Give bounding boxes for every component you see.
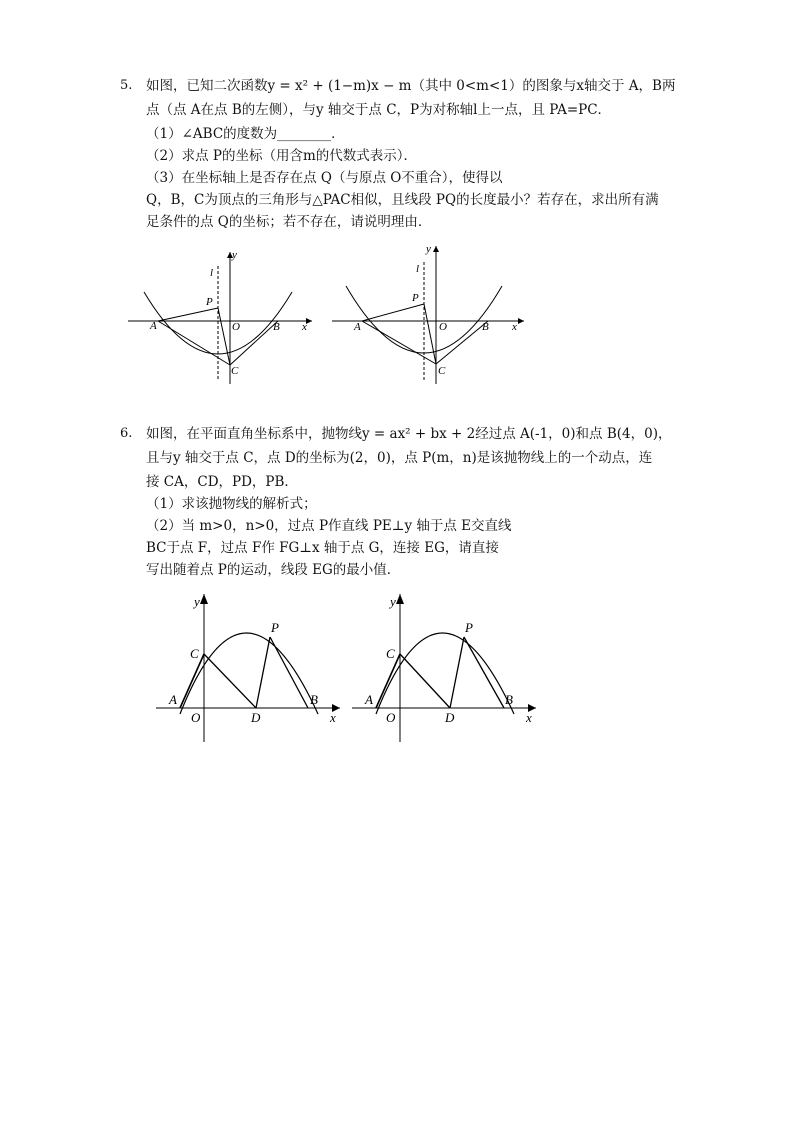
segment-PD: [256, 637, 270, 708]
segment-PA: [362, 304, 424, 321]
segment-CD: [400, 654, 450, 708]
label-l: l: [416, 263, 420, 275]
segment-CA: [376, 654, 400, 708]
label-O: O: [191, 710, 201, 725]
label-P: P: [206, 296, 213, 308]
label-B: B: [273, 321, 280, 333]
problem-5-line-1: 如图，已知二次函数y = x² + (1−m)x − m（其中 0<m<1）的图象与x轴交于 A，B两: [146, 78, 676, 94]
label-x: x: [302, 321, 307, 333]
segment-AC: [362, 321, 436, 364]
problem-5-figure-2: [330, 242, 530, 388]
label-P: P: [412, 292, 419, 304]
problem-5-line-5: （3）在坐标轴上是否存在点 Q（与原点 O不重合），使得以: [146, 170, 503, 186]
label-O: O: [386, 710, 396, 725]
problem-6-figure-1: [154, 592, 344, 744]
label-C: C: [231, 365, 239, 377]
y-axis-arrow-icon: [396, 594, 404, 604]
label-A: A: [354, 321, 361, 333]
label-B: B: [482, 321, 489, 333]
label-A: A: [169, 692, 177, 707]
label-A: A: [365, 692, 373, 707]
problem-6-line-6: BC于点 F，过点 F作 FG⊥x 轴于点 G，连接 EG，请直接: [146, 540, 499, 556]
x-axis-arrow-icon: [306, 318, 312, 324]
label-y: y: [426, 243, 431, 255]
problem-6-line-2: 且与y 轴交于点 C，点 D的坐标为(2，0)，点 P(m，n)是该抛物线上的一个动点，连: [146, 450, 653, 466]
label-C: C: [438, 365, 446, 377]
label-y: y: [232, 249, 237, 261]
label-y: y: [390, 594, 396, 609]
segment-PC: [218, 308, 230, 365]
label-A: A: [150, 320, 157, 332]
problem-5-figure-1: [126, 248, 316, 388]
segment-AC: [158, 321, 230, 365]
x-axis-arrow-icon: [518, 318, 524, 324]
label-C: C: [386, 646, 395, 661]
problem-5-line-3: （1）∠ABC的度数为________．: [146, 126, 345, 142]
problem-5-line-6: Q，B，C为顶点的三角形与△PAC相似，且线段 PQ的长度最小？若存在，求出所有满: [146, 192, 659, 208]
label-P: P: [271, 620, 279, 635]
segment-PB: [464, 637, 504, 708]
problem-6-number: 6.: [120, 426, 133, 441]
problem-5-number: 5.: [120, 78, 133, 93]
label-B: B: [310, 692, 318, 707]
parabola: [180, 633, 318, 714]
problem-6-line-4: （1）求该抛物线的解析式；: [146, 496, 317, 512]
label-P: P: [465, 620, 473, 635]
label-O: O: [232, 321, 240, 333]
problem-6-line-7: 写出随着点 P的运动，线段 EG的最小值．: [146, 562, 401, 578]
label-D: D: [445, 710, 455, 725]
segment-PB: [270, 637, 308, 708]
problem-6-line-1: 如图，在平面直角坐标系中，抛物线y = ax² + bx + 2经过点 A(-1，0)和点 B(4，0)，: [146, 426, 672, 442]
segment-CD: [204, 654, 256, 708]
segment-PD: [450, 637, 464, 708]
segment-PC: [424, 304, 436, 364]
label-x: x: [330, 710, 336, 725]
problem-5-line-2: 点（点 A在点 B的左侧），与y 轴交于点 C，P为对称轴l上一点，且 PA=PC．: [146, 102, 612, 118]
segment-CA: [180, 654, 204, 708]
label-B: B: [505, 692, 513, 707]
label-y: y: [194, 594, 200, 609]
label-x: x: [526, 710, 532, 725]
problem-6-figure-2: [350, 592, 540, 744]
problem-6-line-5: （2）当 m>0，n>0，过点 P作直线 PE⊥y 轴于点 E交直线: [146, 518, 512, 534]
label-x: x: [512, 321, 517, 333]
problem-5-line-7: 足条件的点 Q的坐标；若不存在，请说明理由．: [146, 214, 432, 230]
problem-5-line-4: （2）求点 P的坐标（用含m的代数式表示）．: [146, 148, 418, 164]
segment-PA: [158, 308, 218, 321]
problem-6-line-3: 接 CA，CD，PD，PB．: [146, 474, 298, 490]
label-D: D: [251, 710, 261, 725]
y-axis-arrow-icon: [200, 594, 208, 604]
y-axis-arrow-icon: [433, 246, 439, 252]
label-O: O: [439, 321, 447, 333]
label-l: l: [210, 267, 214, 279]
label-C: C: [190, 646, 199, 661]
